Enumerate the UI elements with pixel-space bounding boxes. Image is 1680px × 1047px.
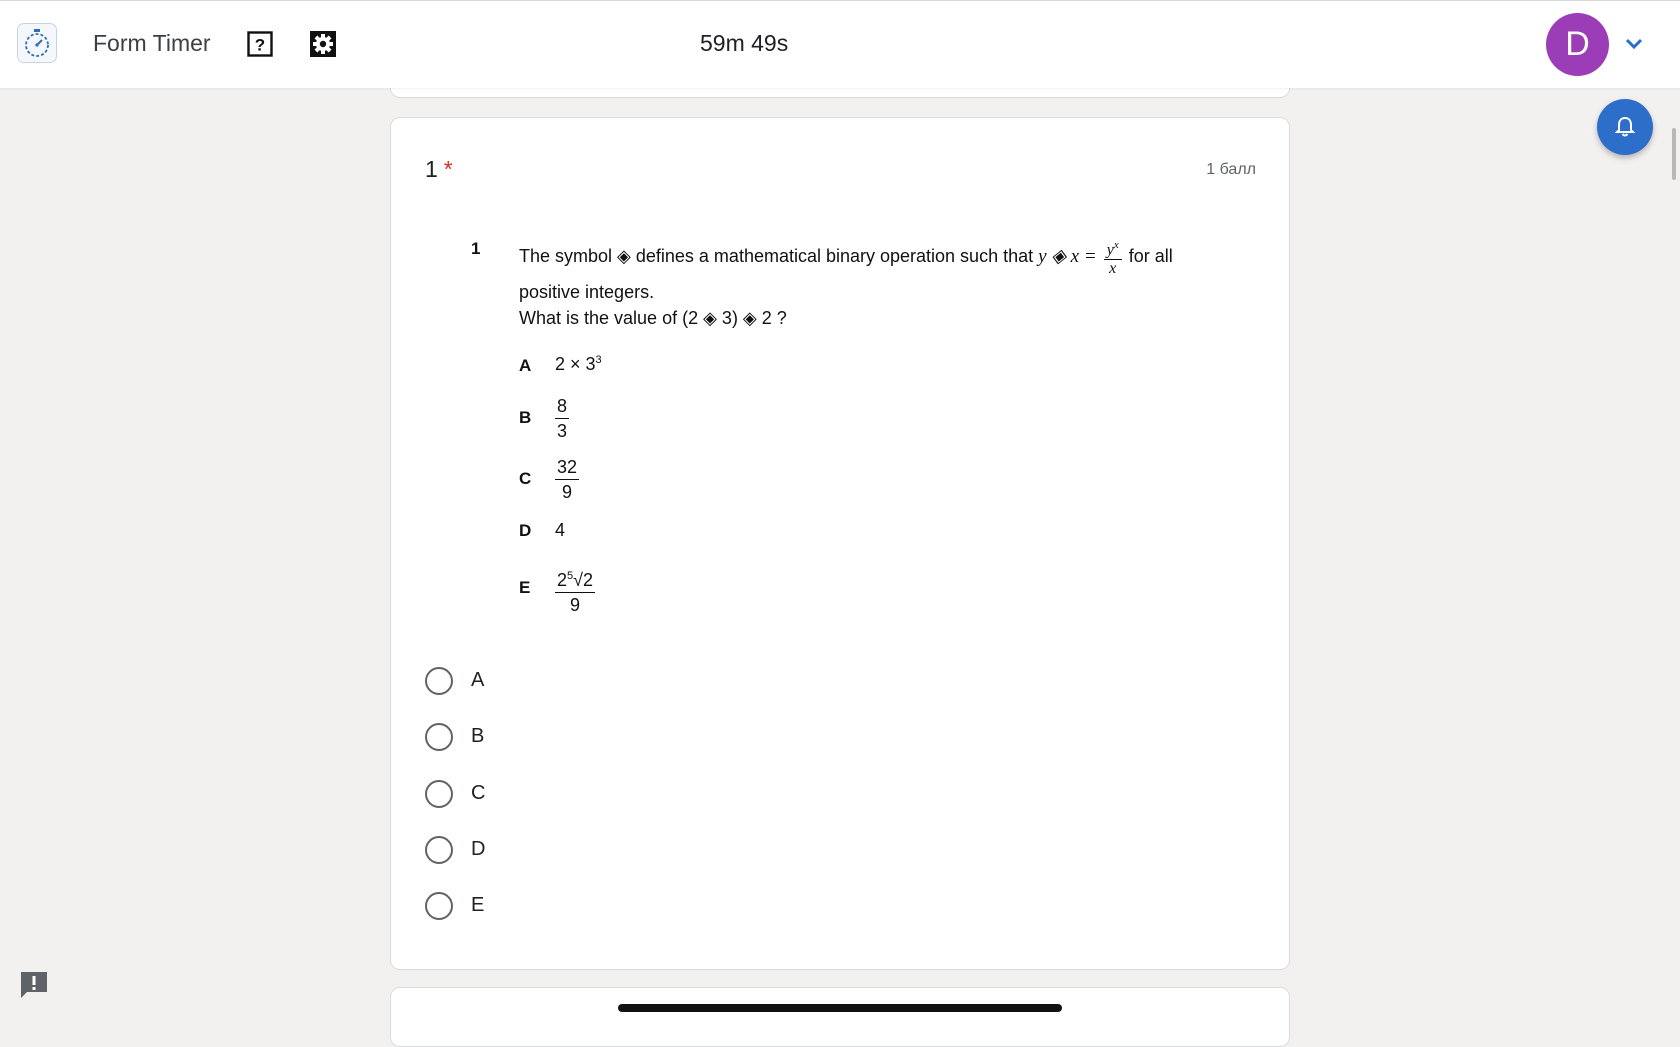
radio-button[interactable] [425, 780, 453, 808]
countdown-timer: 59m 49s [700, 30, 789, 56]
app-title: Form Timer [93, 30, 211, 56]
next-question-card [390, 987, 1290, 1047]
question-prompt: What is the value of (2 ◈ 3) ◈ 2 ? [519, 308, 787, 328]
help-icon[interactable] [247, 31, 273, 57]
settings-icon[interactable] [310, 31, 336, 57]
question-points: 1 балл [1206, 161, 1256, 178]
scrollbar-thumb[interactable] [1672, 128, 1676, 180]
notification-button[interactable] [1597, 99, 1653, 155]
stem-fraction: $\frac{y^x}{x}$ [1104, 236, 1122, 278]
bell-icon [1615, 116, 1635, 138]
radio-button[interactable] [425, 836, 453, 864]
feedback-icon[interactable] [19, 970, 49, 1000]
question-stem: The symbol ◈ defines a mathematical binary operation such that y ◈ x = $\frac{y^x}{x}$ for all positive integers. [519, 236, 1209, 307]
top-bar [0, 0, 1680, 88]
question-figure: 1 The symbol ◈ defines a mathematical binary operation such that y ◈ x = $\frac{y^x}{x}$ for all positive integers. What is the value of (2 ◈ 3) ◈ 2 ? A $2 \times 3^3$ B $\frac{8}{3}$ C $\frac{32}{9}$ D 4 E $\frac{2^5√2}{9}$ [471, 228, 1211, 658]
question-card: 1 * 1 балл 1 The symbol ◈ defines a mathematical binary operation such that y ◈ x = $\frac{y^x}{x}$ for all positive integers. What is the value of (2 ◈ 3) ◈ 2 ? A $2 \times 3^3$ B $\frac{8}{3}$ C $\frac{32}{9}$ D 4 E $\frac{2^5√2}{9}$ A B C D E [390, 117, 1290, 970]
radio-button[interactable] [425, 723, 453, 751]
radio-button[interactable] [425, 667, 453, 695]
question-title: 1 * [425, 156, 453, 182]
radio-button[interactable] [425, 892, 453, 920]
required-marker: * [443, 156, 453, 182]
home-indicator [618, 1004, 1062, 1012]
stopwatch-logo-icon[interactable] [17, 23, 57, 63]
svg-text:?: ? [254, 35, 266, 55]
avatar[interactable]: D [1546, 13, 1609, 76]
chevron-down-icon[interactable] [1624, 37, 1644, 51]
figure-question-number: 1 [471, 239, 481, 258]
